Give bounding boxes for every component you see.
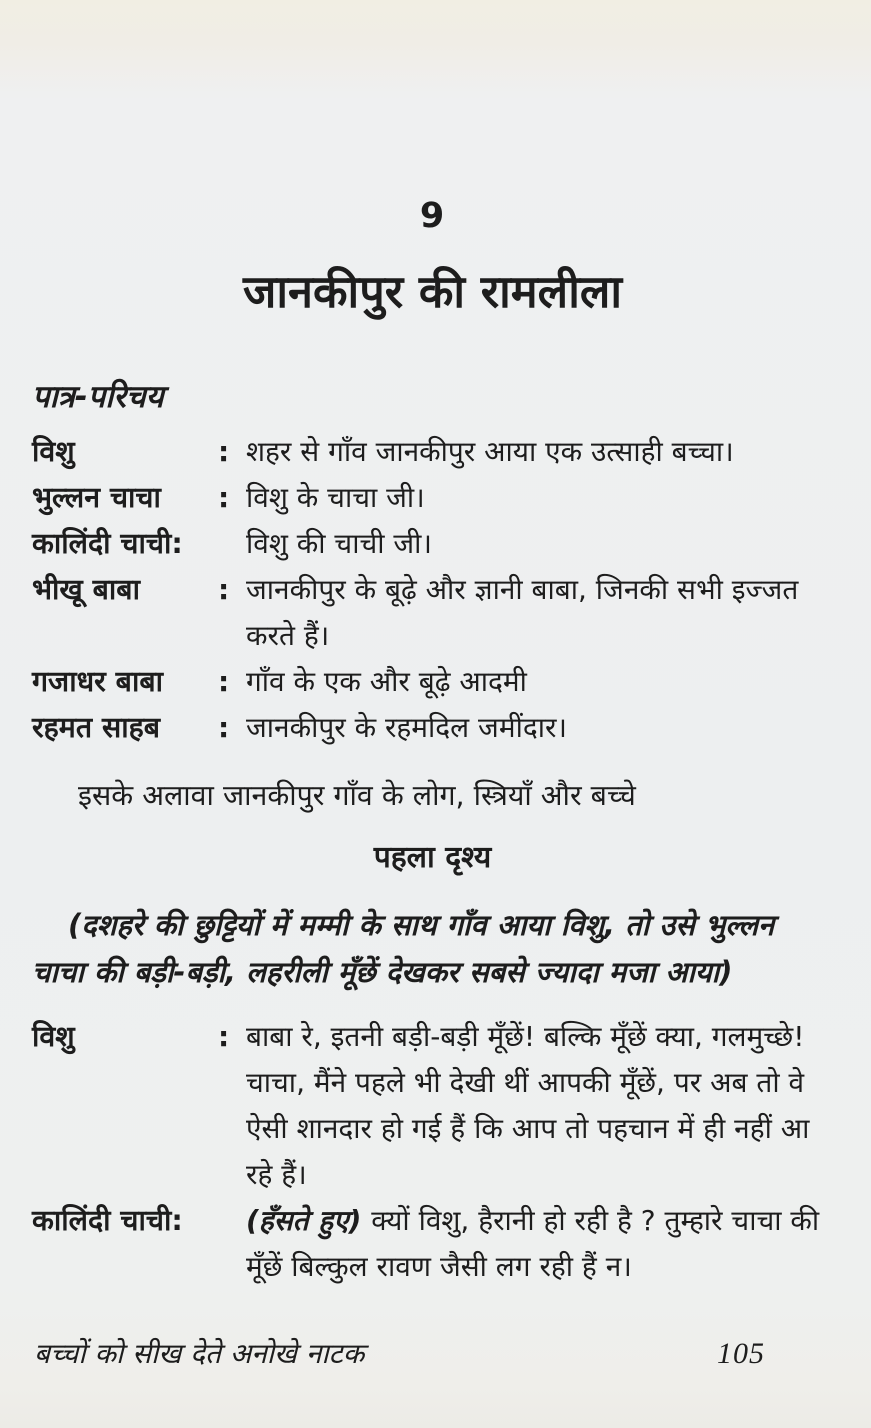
cast-name: कालिंदी चाची: xyxy=(32,527,183,560)
scene-heading: पहला दृश्य xyxy=(373,840,492,875)
cast-colon xyxy=(218,521,246,567)
cast-colon: : xyxy=(218,435,230,468)
cast-name: भीखू बाबा xyxy=(32,573,140,606)
cast-row xyxy=(32,659,833,705)
dialogue-text: बाबा रे, इतनी बड़ी-बड़ी मूँछें! बल्कि मूँछें क्या, गलमुच्छे! चाचा, मैंने पहले भी देखी थीं आपकी मूँछें, पर अब तो वे ऐसी शानदार हो गई हैं कि आप तो पहचान में ही नहीं आ रहे हैं। xyxy=(246,1020,810,1191)
dialogue-row xyxy=(32,1014,833,1198)
cast-row xyxy=(32,475,833,521)
cast-colon: : xyxy=(218,665,230,698)
cast-description: जानकीपुर के रहमदिल जमींदार। xyxy=(246,711,568,744)
cast-row xyxy=(32,429,833,475)
cast-row xyxy=(32,567,833,659)
cast-description: विशु की चाची जी। xyxy=(246,527,433,560)
dialogue-row xyxy=(32,1198,833,1290)
cast-list xyxy=(32,429,833,751)
speaker-colon xyxy=(218,1198,246,1290)
cast-colon: : xyxy=(218,481,230,514)
stage-direction: (दशहरे की छुट्टियों में मम्मी के साथ गाँव आया विशु, तो उसे भुल्लन चाचा की बड़ी-बड़ी, लहरीली मूँछें देखकर सबसे ज्यादा मजा आया) xyxy=(32,908,775,989)
page-footer xyxy=(34,1334,765,1372)
cast-name: रहमत साहब xyxy=(32,711,161,744)
dialogue-list xyxy=(32,1014,833,1290)
cast-colon: : xyxy=(218,573,230,606)
footer-book-title: बच्चों को सीख देते अनोखे नाटक xyxy=(34,1337,365,1370)
speaker-name: कालिंदी चाची: xyxy=(32,1204,183,1237)
cast-row xyxy=(32,705,833,751)
cast-description: गाँव के एक और बूढ़े आदमी xyxy=(246,665,527,698)
cast-name: भुल्लन चाचा xyxy=(32,481,161,514)
cast-row xyxy=(32,521,833,567)
cast-description: शहर से गाँव जानकीपुर आया एक उत्साही बच्चा। xyxy=(246,435,734,468)
cast-extras: इसके अलावा जानकीपुर गाँव के लोग, स्त्रियाँ और बच्चे xyxy=(78,779,636,812)
cast-colon: : xyxy=(218,711,230,744)
stage-note: (हँसते हुए) xyxy=(246,1204,372,1237)
cast-name: विशु xyxy=(32,435,75,468)
cast-name: गजाधर बाबा xyxy=(32,665,163,698)
chapter-number: 9 xyxy=(419,196,446,236)
speaker-colon: : xyxy=(218,1020,230,1053)
cast-heading: पात्र-परिचय xyxy=(32,379,164,415)
cast-description: जानकीपुर के बूढ़े और ज्ञानी बाबा, जिनकी सभी इज्जत करते हैं। xyxy=(246,573,799,652)
page-title: जानकीपुर की रामलीला xyxy=(242,265,623,318)
speaker-name: विशु xyxy=(32,1020,75,1053)
cast-description: विशु के चाचा जी। xyxy=(246,481,425,514)
dialogue-text: (हँसते हुए) क्यों विशु, हैरानी हो रही है ? तुम्हारे चाचा की मूँछें बिल्कुल रावण जैसी लग रही हैं न। xyxy=(246,1204,820,1283)
footer-page-number: 105 xyxy=(717,1337,765,1370)
